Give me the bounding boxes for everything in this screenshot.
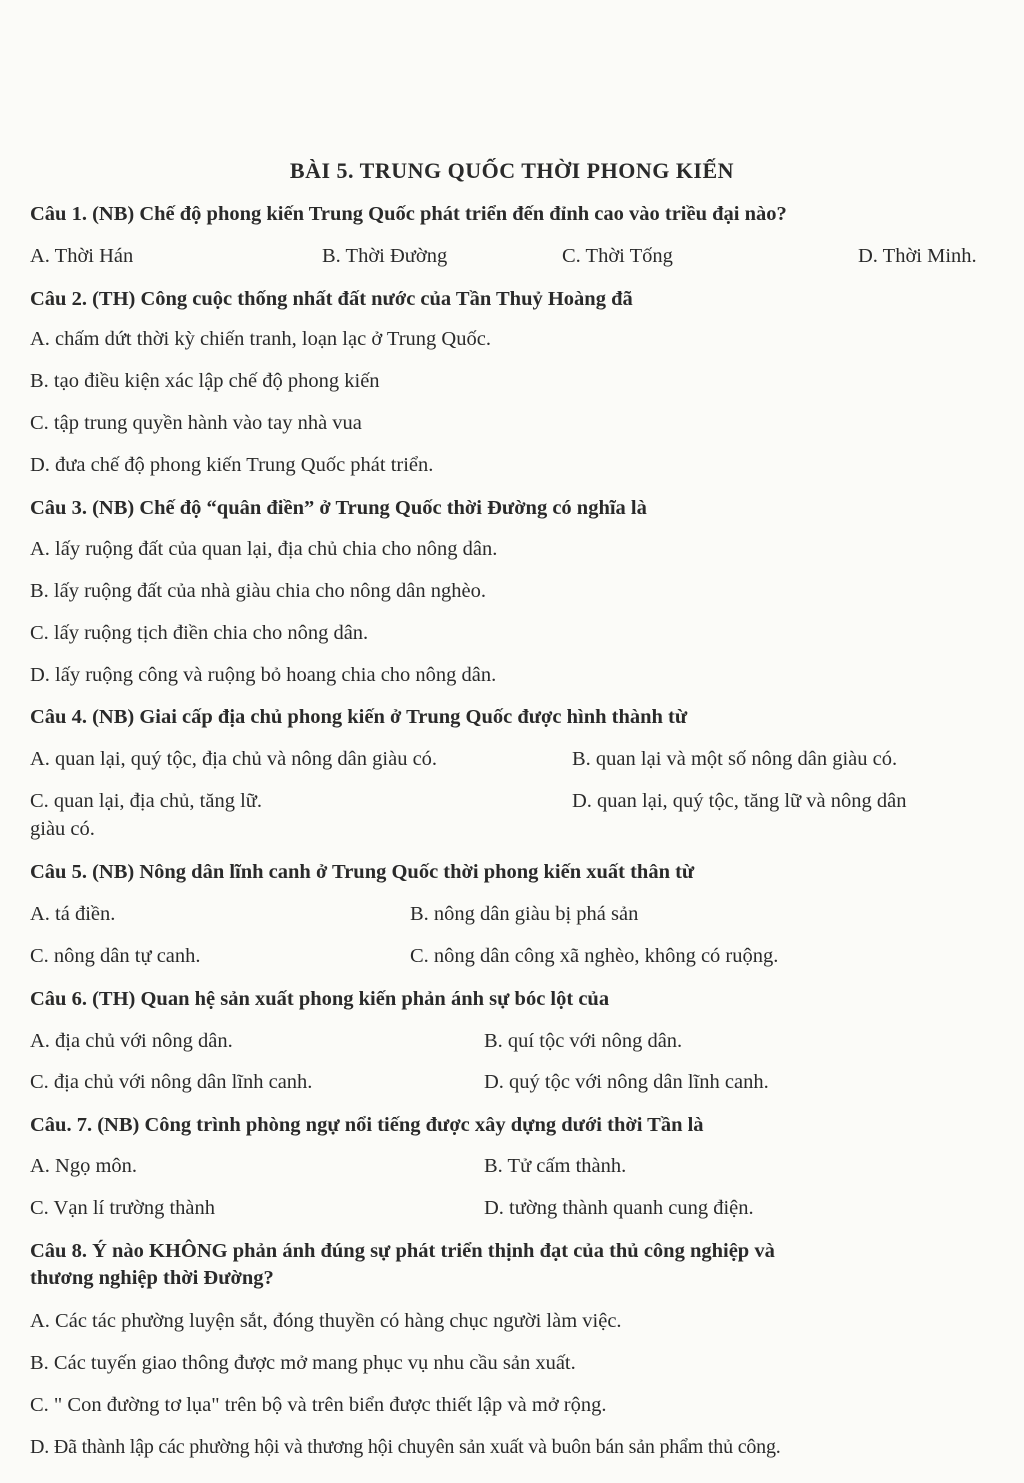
page-title: BÀI 5. TRUNG QUỐC THỜI PHONG KIẾN	[289, 158, 735, 183]
q5-option-a: A. tá điền.	[30, 903, 116, 925]
q1-stem: Câu 1. (NB) Chế độ phong kiến Trung Quốc phát triển đến đỉnh cao vào triều đại nào?	[30, 203, 787, 225]
q2-option-b: B. tạo điều kiện xác lập chế độ phong kiến	[30, 370, 380, 392]
q5-stem: Câu 5. (NB) Nông dân lĩnh canh ở Trung Quốc thời phong kiến xuất thân từ	[30, 861, 695, 883]
q3-option-d: D. lấy ruộng công và ruộng bỏ hoang chia cho nông dân.	[30, 664, 497, 686]
q6-option-c: C. địa chủ với nông dân lĩnh canh.	[30, 1071, 313, 1093]
q1-option-c: C. Thời Tống	[562, 245, 673, 267]
q8-stem-continued: thương nghiệp thời Đường?	[30, 1267, 274, 1289]
q1-option-a: A. Thời Hán	[30, 245, 134, 267]
q8-option-a: A. Các tác phường luyện sắt, đóng thuyền có hàng chục người làm việc.	[30, 1310, 622, 1332]
q3-option-b: B. lấy ruộng đất của nhà giàu chia cho nông dân nghèo.	[30, 580, 486, 602]
q6-stem: Câu 6. (TH) Quan hệ sản xuất phong kiến phản ánh sự bóc lột của	[30, 988, 610, 1010]
q6-option-d: D. quý tộc với nông dân lĩnh canh.	[484, 1071, 769, 1093]
q3-stem: Câu 3. (NB) Chế độ “quân điền” ở Trung Quốc thời Đường có nghĩa là	[30, 497, 647, 519]
q6-option-a: A. địa chủ với nông dân.	[30, 1030, 233, 1052]
q2-option-d: D. đưa chế độ phong kiến Trung Quốc phát triển.	[30, 454, 434, 476]
q4-option-d-continued: giàu có.	[30, 818, 95, 840]
q2-option-c: C. tập trung quyền hành vào tay nhà vua	[30, 412, 362, 434]
q4-option-a: A. quan lại, quý tộc, địa chủ và nông dân giàu có.	[30, 748, 438, 770]
q4-option-d: D. quan lại, quý tộc, tăng lữ và nông dân	[572, 790, 907, 812]
q3-option-a: A. lấy ruộng đất của quan lại, địa chủ chia cho nông dân.	[30, 538, 498, 560]
q7-option-c: C. Vạn lí trường thành	[30, 1197, 215, 1219]
q4-option-c: C. quan lại, địa chủ, tăng lữ.	[30, 790, 263, 812]
q8-option-d: D. Đã thành lập các phường hội và thương hội chuyên sản xuất và buôn bán sản phẩm thủ công.	[30, 1436, 781, 1458]
q1-option-d: D. Thời Minh.	[858, 245, 977, 267]
q2-option-a: A. chấm dứt thời kỳ chiến tranh, loạn lạc ở Trung Quốc.	[30, 328, 491, 350]
q7-stem: Câu. 7. (NB) Công trình phòng ngự nổi tiếng được xây dựng dưới thời Tần là	[30, 1114, 704, 1136]
q8-option-c: C. " Con đường tơ lụa" trên bộ và trên biển được thiết lập và mở rộng.	[30, 1394, 607, 1416]
q7-option-d: D. tường thành quanh cung điện.	[484, 1197, 754, 1219]
q8-stem: Câu 8. Ý nào KHÔNG phản ánh đúng sự phát triển thịnh đạt của thủ công nghiệp và	[30, 1240, 775, 1262]
q1-option-b: B. Thời Đường	[322, 245, 448, 267]
q4-option-b: B. quan lại và một số nông dân giàu có.	[572, 748, 898, 770]
q4-stem: Câu 4. (NB) Giai cấp địa chủ phong kiến ở Trung Quốc được hình thành từ	[30, 706, 688, 728]
q5-option-c: C. nông dân tự canh.	[30, 945, 201, 967]
q7-option-a: A. Ngọ môn.	[30, 1155, 138, 1177]
q3-option-c: C. lấy ruộng tịch điền chia cho nông dân.	[30, 622, 369, 644]
q6-option-b: B. quí tộc với nông dân.	[484, 1030, 683, 1052]
q5-option-d: C. nông dân công xã nghèo, không có ruộng.	[410, 945, 779, 967]
q5-option-b: B. nông dân giàu bị phá sản	[410, 903, 639, 925]
q7-option-b: B. Tử cấm thành.	[484, 1155, 627, 1177]
q2-stem: Câu 2. (TH) Công cuộc thống nhất đất nước của Tần Thuỷ Hoàng đã	[30, 288, 633, 310]
q8-option-b: B. Các tuyến giao thông được mở mang phục vụ nhu cầu sản xuất.	[30, 1352, 576, 1374]
